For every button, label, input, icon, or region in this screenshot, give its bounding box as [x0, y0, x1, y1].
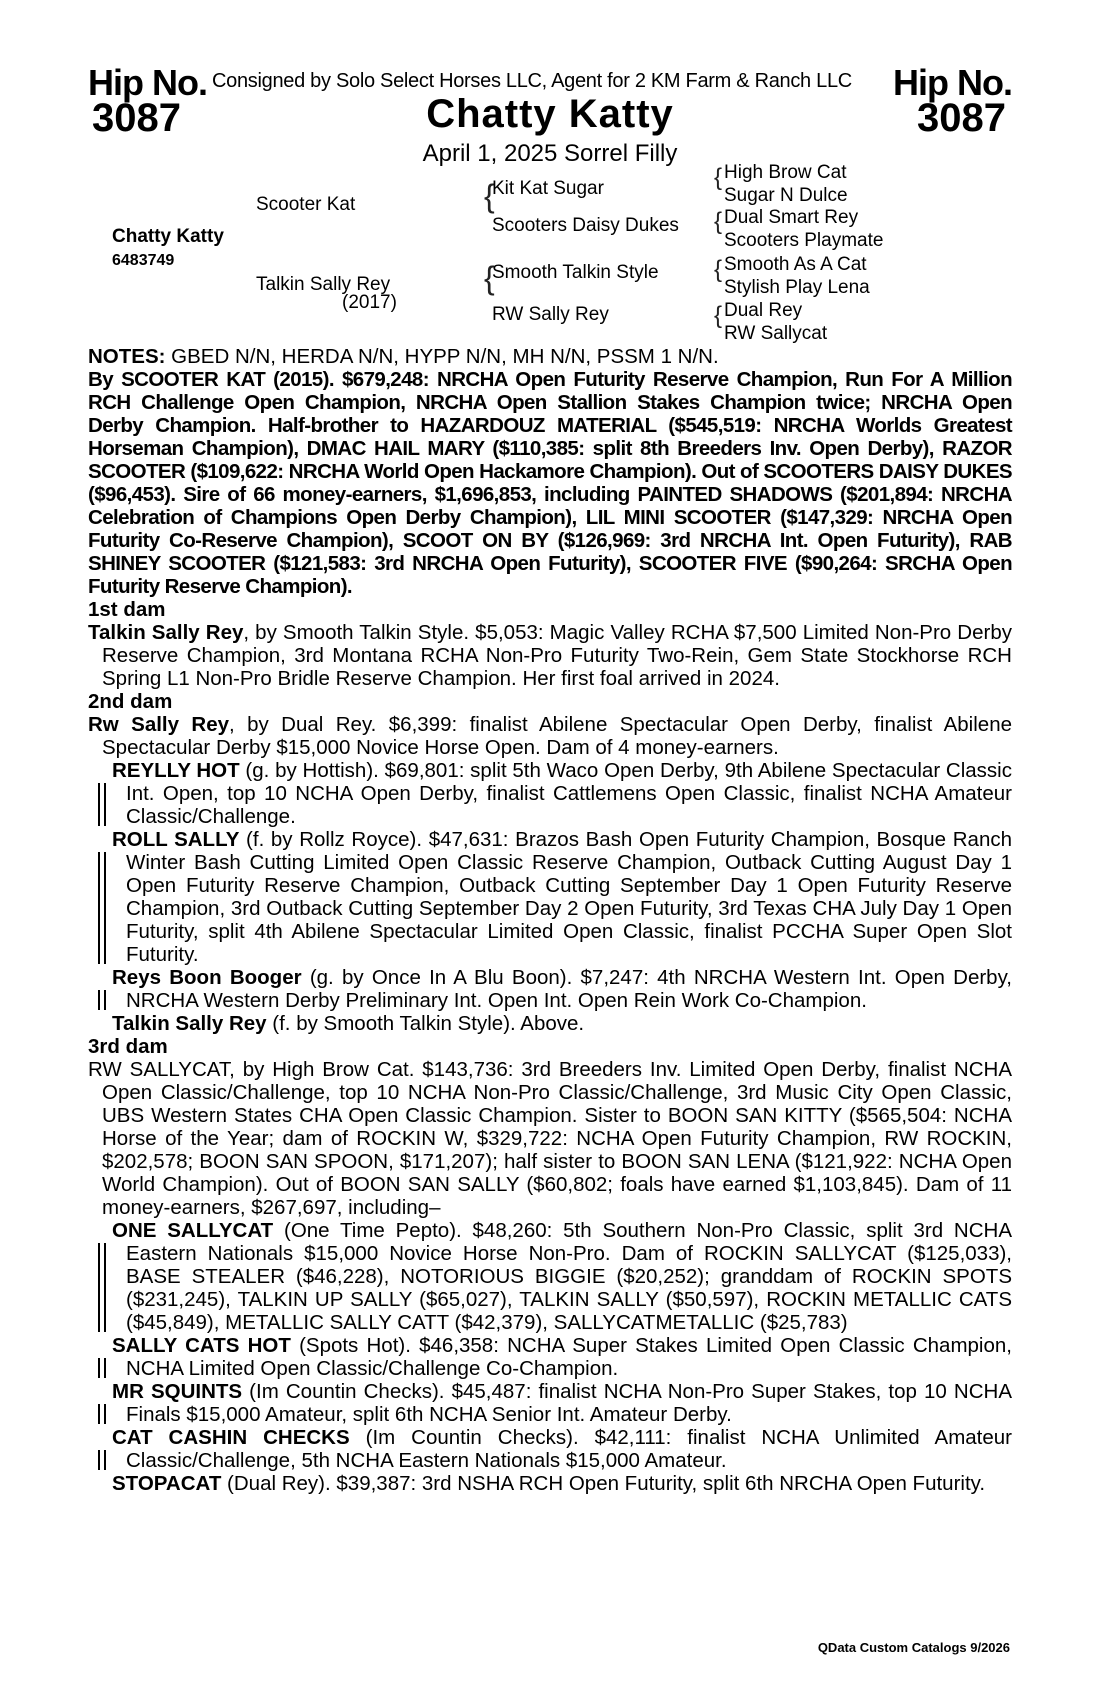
brace-g3: { — [714, 208, 723, 235]
second-dam-entry — [88, 713, 1012, 759]
produce-text: (Dual Rey). $39,387: 3rd NSHA RCH Open Futurity, split 6th NRCHA Open Futurity. — [221, 1472, 986, 1495]
pedigree-registration: 6483749 — [112, 252, 175, 269]
pedigree-dam-year: (2017) — [342, 292, 397, 313]
first-dam-heading: 1st dam — [88, 598, 166, 621]
produce-name: STOPACAT — [112, 1472, 222, 1495]
produce-name: ONE SALLYCAT — [112, 1219, 274, 1242]
pedigree-dam-sire: Smooth Talkin Style — [492, 262, 659, 283]
brace-sire: { — [484, 178, 495, 214]
produce-text: (f. by Rollz Royce). $47,631: Brazos Bash Open Futurity Champion, Bosque Ranch Winter Bash Cutting Limited Open Classic Reserve Champion, Outback Cutting August Day 1 Open Futurity Reserve Champion, Outback Cutting September Day 1 Open Futurity Reserve Champion, 3rd Outback Cutting September Day 2 Open Futurity, 3rd Texas CHA July Day 1 Open Futurity, split 4th Abilene Spectacular Limited Open Classic, finalist PCCHA Super Open Slot Futurity. — [126, 828, 1012, 966]
produce-item — [88, 1380, 1012, 1426]
first-dam-text: , by Smooth Talkin Style. $5,053: Magic Valley RCHA $7,500 Limited Non-Pro Derby Reserve Champion, 3rd Montana RCHA Non-Pro Futurity Two-Rein, Gem State Stockhorse RCH Spring L1 Non-Pro Bridle Reserve Champion. Her first foal arrived in 2024. — [102, 621, 1012, 690]
produce-item — [88, 1219, 1012, 1334]
hip-number-right: 3087 — [917, 96, 1006, 140]
pedigree-g8: RW Sallycat — [724, 323, 828, 344]
second-dam-name: Rw Sally Rey — [88, 713, 230, 736]
produce-text: (One Time Pepto). $48,260: 5th Southern Non-Pro Classic, split 3rd NCHA Eastern Nationals $15,000 Novice Horse Non-Pro. Dam of ROCKIN SALLYCAT ($125,033), BASE STEALER ($46,228), NOTORIOUS BIGGIE ($20,252); granddam of ROCKIN SPOTS ($231,245), TALKIN UP SALLY ($65,027), TALKIN SALLY ($50,597), ROCKIN METALLIC CATS ($45,849), METALLIC SALLY CATT ($42,379), SALLYCATMETALLIC ($25,783) — [126, 1219, 1012, 1334]
produce-text: (Im Countin Checks). $45,487: finalist NCHA Non-Pro Super Stakes, top 10 NCHA Finals $15,000 Amateur, split 6th NCHA Senior Int. Amateur Derby. — [126, 1380, 1012, 1426]
hip-number-left: 3087 — [92, 96, 181, 140]
brace-g1: { — [714, 164, 723, 191]
produce-item — [88, 1426, 1012, 1472]
produce-item — [88, 966, 1012, 1012]
pedigree-g1: High Brow Cat — [724, 162, 847, 183]
second-dam-heading: 2nd dam — [88, 690, 173, 713]
first-dam-entry — [88, 621, 1012, 690]
produce-name: ROLL SALLY — [112, 828, 240, 851]
produce-text: (f. by Smooth Talkin Style). Above. — [266, 1012, 585, 1035]
produce-item — [88, 1334, 1012, 1380]
pedigree-g6: Stylish Play Lena — [724, 277, 870, 298]
pedigree-dam: Talkin Sally Rey — [256, 274, 391, 295]
produce-item — [88, 1472, 1012, 1495]
pedigree-sire-sire: Kit Kat Sugar — [492, 178, 604, 199]
second-dam-text: , by Dual Rey. $6,399: finalist Abilene Spectacular Open Derby, finalist Abilene Spectacular Derby $15,000 Novice Horse Open. Dam of 4 money-earners. — [102, 713, 1012, 759]
notes-label: NOTES: — [88, 345, 166, 368]
pedigree-g2: Sugar N Dulce — [724, 185, 848, 206]
produce-name: SALLY CATS HOT — [112, 1334, 291, 1357]
hip-label-left: Hip No. — [88, 62, 207, 103]
catalog-footer: QData Custom Catalogs 9/2026 — [817, 1640, 1010, 1655]
hip-label-right: Hip No. — [893, 62, 1012, 103]
brace-dam: { — [484, 260, 495, 296]
pedigree-g3: Dual Smart Rey — [724, 207, 859, 228]
pedigree-g4: Scooters Playmate — [724, 230, 884, 251]
produce-item — [88, 828, 1012, 966]
pedigree-sire-dam: Scooters Daisy Dukes — [492, 215, 679, 236]
produce-name: MR SQUINTS — [112, 1380, 243, 1403]
catalog-body — [88, 345, 1012, 1495]
produce-text: (g. by Once In A Blu Boon). $7,247: 4th NRCHA Western Int. Open Derby, NRCHA Western Derby Preliminary Int. Open Int. Open Rein Work Co-Champion. — [126, 966, 1012, 1012]
third-dam-entry: RW SALLYCAT, by High Brow Cat. $143,736: 3rd Breeders Inv. Limited Open Derby, finalist NCHA Open Classic/Challenge, top 10 NCHA Non-Pro Classic/Challenge, 3rd Music City Open Classic, UBS Western States CHA Open Classic Champion. Sister to BOON SAN KITTY ($565,504: NCHA Horse of the Year; dam of ROCKIN W, $329,722: NCHA Open Futurity Champion, RW ROCKIN, $202,578; BOON SAN SPOON, $171,207); half sister to BOON SAN LENA ($121,922: NCHA Open World Champion). Out of BOON SAN SALLY ($60,802; foals have earned $1,103,845). Dam of 11 money-earners, $267,697, including– — [88, 1058, 1012, 1219]
produce-name: Reys Boon Booger — [112, 966, 302, 989]
pedigree-subject: Chatty Katty — [112, 226, 224, 247]
horse-name-title: Chatty Katty — [426, 92, 674, 136]
produce-item — [88, 759, 1012, 828]
brace-g7: { — [714, 302, 723, 329]
brace-g5: { — [714, 256, 723, 283]
foal-info: April 1, 2025 Sorrel Filly — [422, 140, 678, 167]
produce-text: (Im Countin Checks). $42,111: finalist NCHA Unlimited Amateur Classic/Challenge, 5th NCHA Eastern Nationals $15,000 Amateur. — [126, 1426, 1013, 1472]
produce-name: Talkin Sally Rey — [112, 1012, 267, 1035]
produce-text: (Spots Hot). $46,358: NCHA Super Stakes Limited Open Classic Champion, NCHA Limited Open Classic/Challenge Co-Champion. — [126, 1334, 1012, 1380]
first-dam-name: Talkin Sally Rey — [88, 621, 244, 644]
produce-text: (g. by Hottish). $69,801: split 5th Waco Open Derby, 9th Abilene Spectacular Classic Int. Open, top 10 NCHA Open Derby, finalist Cattlemens Open Classic, finalist NCHA Amateur Classic/Challenge. — [126, 759, 1012, 828]
notes-text: GBED N/N, HERDA N/N, HYPP N/N, MH N/N, PSSM 1 N/N. — [165, 345, 719, 368]
produce-name: REYLLY HOT — [112, 759, 240, 782]
notes-line — [88, 345, 1012, 368]
sire-paragraph: By SCOOTER KAT (2015). $679,248: NRCHA Open Futurity Reserve Champion, Run For A Million RCH Challenge Open Champion, NRCHA Open Stallion Stakes Champion twice; NRCHA Open Derby Champion. Half-brother to HAZARDOUZ MATERIAL ($545,519: NRCHA Worlds Greatest Horseman Champion), DMAC HAIL MARY ($110,385: split 8th Breeders Inv. Open Derby), RAZOR SCOOTER ($109,622: NRCHA World Open Hackamore Champion). Out of SCOOTERS DAISY DUKES ($96,453). Sire of 66 money-earners, $1,696,853, including PAINTED SHADOWS ($201,894: NRCHA Celebration of Champions Open Derby Champion), LIL MINI SCOOTER ($147,329: NRCHA Open Futurity Co-Reserve Champion), SCOOT ON BY ($126,969: 3rd NRCHA Int. Open Futurity), RAB SHINEY SCOOTER ($121,583: 3rd NRCHA Open Futurity), SCOOTER FIVE ($90,264: SRCHA Open Futurity Reserve Champion). — [88, 368, 1012, 598]
produce-item — [88, 1012, 1012, 1035]
pedigree-g7: Dual Rey — [724, 300, 803, 321]
produce-name: CAT CASHIN CHECKS — [112, 1426, 350, 1449]
pedigree-dam-dam: RW Sally Rey — [492, 304, 609, 325]
consignor-line: Consigned by Solo Select Horses LLC, Agent for 2 KM Farm & Ranch LLC — [212, 70, 852, 92]
pedigree-sire: Scooter Kat — [256, 194, 356, 215]
pedigree-g5: Smooth As A Cat — [724, 254, 867, 275]
third-dam-heading: 3rd dam — [88, 1035, 168, 1058]
